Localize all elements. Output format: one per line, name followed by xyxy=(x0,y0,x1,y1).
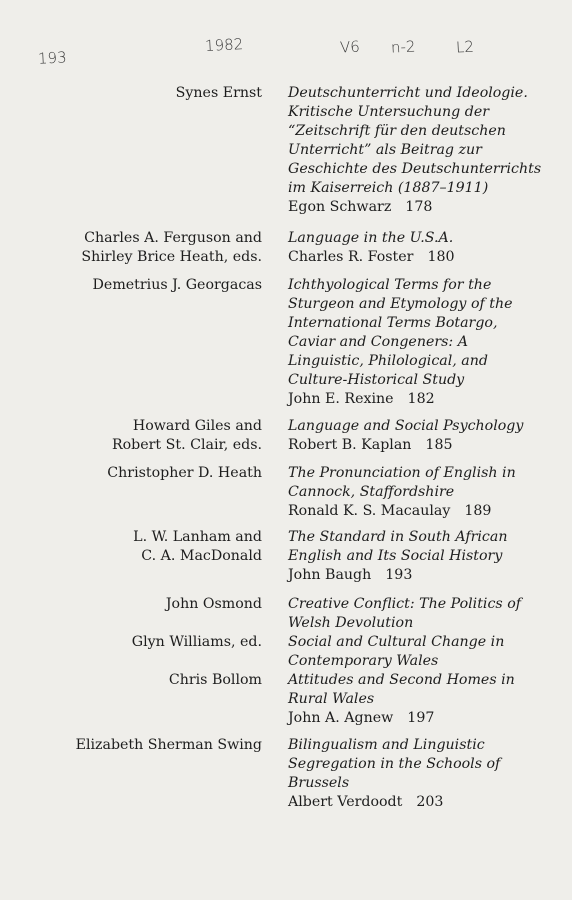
handwritten-note: n-2 xyxy=(390,37,416,57)
book-title-line: English and Its Social History xyxy=(288,548,503,564)
reviewer-name: Albert Verdoodt xyxy=(288,794,403,810)
reviewer-line xyxy=(288,248,558,267)
book-authors xyxy=(132,633,262,652)
book-title-line: Sturgeon and Etymology of the xyxy=(288,296,513,312)
review-info xyxy=(288,276,558,409)
book-title-line: Social and Cultural Change in xyxy=(288,634,505,650)
book-authors xyxy=(133,528,262,566)
book-title-line: International Terms Botargo, xyxy=(288,315,498,331)
book-title-line: The Standard in South African xyxy=(288,529,508,545)
book-authors xyxy=(107,464,262,483)
handwritten-note: L2 xyxy=(455,37,475,57)
reviewer-name: John Baugh xyxy=(288,567,372,583)
review-info xyxy=(288,671,558,728)
book-title-line: Brussels xyxy=(288,775,350,791)
book-title-line: Language in the U.S.A. xyxy=(288,230,454,246)
reviewer-line xyxy=(288,566,558,585)
reviewer-name: John A. Agnew xyxy=(288,710,394,726)
page-number: 180 xyxy=(427,249,455,265)
page-number: 182 xyxy=(407,391,435,407)
reviewer-line xyxy=(288,436,558,455)
page-number: 197 xyxy=(407,710,435,726)
book-authors xyxy=(176,84,262,103)
book-authors xyxy=(169,671,262,690)
reviewer-name: John E. Rexine xyxy=(288,391,394,407)
book-title-line: Attitudes and Second Homes in xyxy=(288,672,515,688)
review-info xyxy=(288,528,558,585)
book-title-line: Creative Conflict: The Politics of xyxy=(288,596,521,612)
reviewer-line xyxy=(288,793,558,812)
reviewer-line xyxy=(288,390,558,409)
review-info xyxy=(288,464,558,521)
reviewer-line xyxy=(288,709,558,728)
page-number: 178 xyxy=(405,199,433,215)
review-info xyxy=(288,595,558,633)
book-title-line: Welsh Devolution xyxy=(288,615,414,631)
handwritten-note: V6 xyxy=(339,37,361,57)
reviewer-name: Charles R. Foster xyxy=(288,249,414,265)
reviewer-line xyxy=(288,198,558,217)
reviewer-name: Egon Schwarz xyxy=(288,199,392,215)
author-line: Shirley Brice Heath, eds. xyxy=(81,249,262,265)
book-title-line: Rural Wales xyxy=(288,691,375,707)
author-line: C. A. MacDonald xyxy=(141,548,262,564)
handwritten-note: 1982 xyxy=(204,35,244,55)
book-authors xyxy=(112,417,262,455)
book-title-line: im Kaiserreich (1887–1911) xyxy=(288,180,489,196)
book-title-line: The Pronunciation of English in xyxy=(288,465,516,481)
book-title-line: Ichthyological Terms for the xyxy=(288,277,492,293)
page-number: 185 xyxy=(425,437,453,453)
book-title-line: Caviar and Congeners: A xyxy=(288,334,468,350)
book-title-line: Unterricht” als Beitrag zur xyxy=(288,142,482,158)
book-authors xyxy=(166,595,262,614)
book-title-line: Linguistic, Philological, and xyxy=(288,353,488,369)
reviewer-line xyxy=(288,502,558,521)
review-info xyxy=(288,417,558,455)
author-line: Elizabeth Sherman Swing xyxy=(75,737,262,753)
author-line: L. W. Lanham and xyxy=(133,529,262,545)
reviewer-name: Robert B. Kaplan xyxy=(288,437,412,453)
page-number: 193 xyxy=(385,567,413,583)
book-title-line: “Zeitschrift für den deutschen xyxy=(288,123,506,139)
page-number: 189 xyxy=(464,503,492,519)
page-number: 203 xyxy=(416,794,444,810)
author-line: John Osmond xyxy=(165,596,262,612)
review-info xyxy=(288,633,558,671)
author-line: Christopher D. Heath xyxy=(107,465,262,481)
author-line: Robert St. Clair, eds. xyxy=(111,437,262,453)
book-title-line: Contemporary Wales xyxy=(288,653,439,669)
author-line: Charles A. Ferguson and xyxy=(84,230,262,246)
book-authors xyxy=(76,736,262,755)
author-line: Synes Ernst xyxy=(175,85,262,101)
review-info xyxy=(288,229,558,267)
book-authors xyxy=(81,229,262,267)
review-info xyxy=(288,736,558,812)
author-line: Howard Giles and xyxy=(132,418,262,434)
book-title-line: Bilingualism and Linguistic xyxy=(288,737,485,753)
author-line: Demetrius J. Georgacas xyxy=(92,277,262,293)
book-title-line: Kritische Untersuchung der xyxy=(288,104,490,120)
review-info xyxy=(288,84,558,217)
book-title-line: Geschichte des Deutschunterrichts xyxy=(288,161,542,177)
author-line: Chris Bollom xyxy=(168,672,262,688)
book-title-line: Deutschunterricht und Ideologie. xyxy=(288,85,528,101)
book-title-line: Language and Social Psychology xyxy=(288,418,524,434)
reviewer-name: Ronald K. S. Macaulay xyxy=(288,503,451,519)
book-title-line: Cannock, Staffordshire xyxy=(288,484,455,500)
book-title-line: Segregation in the Schools of xyxy=(288,756,501,772)
book-authors xyxy=(93,276,262,295)
author-line: Glyn Williams, ed. xyxy=(131,634,262,650)
handwritten-note: 193 xyxy=(37,48,68,68)
book-title-line: Culture-Historical Study xyxy=(288,372,465,388)
